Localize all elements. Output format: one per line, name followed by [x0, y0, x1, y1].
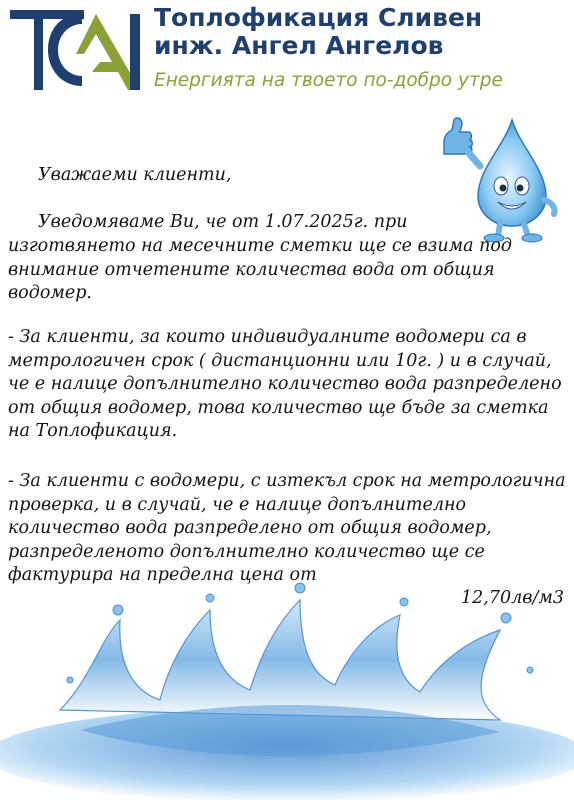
- company-name-line2: инж. Ангел Ангелов: [154, 31, 444, 60]
- paragraph-1-start: Уведомяваме Ви, че от 1.07.2025г. при: [38, 212, 408, 232]
- company-name-line1: Топлофикация Сливен: [154, 3, 483, 32]
- price-value: 12,70лв/м3: [461, 588, 564, 608]
- paragraph-1-rest: изготвянето на месечните сметки ще се взима под внимание отчетените количества вода от общия водомер.: [8, 236, 512, 303]
- greeting: Уважаеми клиенти,: [38, 165, 232, 185]
- slogan: Енергията на твоето по-добро утре: [154, 70, 503, 91]
- bullet-item-1: - За клиенти, за които индивидуалните водомери са в метрологичен срок ( дистанционни или 10г. ) и в случай, че е налице допълнително количество вода разпределено от общия водомер, това количество ще бъде за сметка на Топлофикация.: [8, 327, 562, 441]
- bullet-item-2: - За клиенти с водомери, с изтекъл срок на метрологична проверка, и в случай, че е налице допълнително количество вода разпределено от общия водомер, разпределеното допълнително количество ще се фактурира на пределна цена от: [8, 471, 566, 585]
